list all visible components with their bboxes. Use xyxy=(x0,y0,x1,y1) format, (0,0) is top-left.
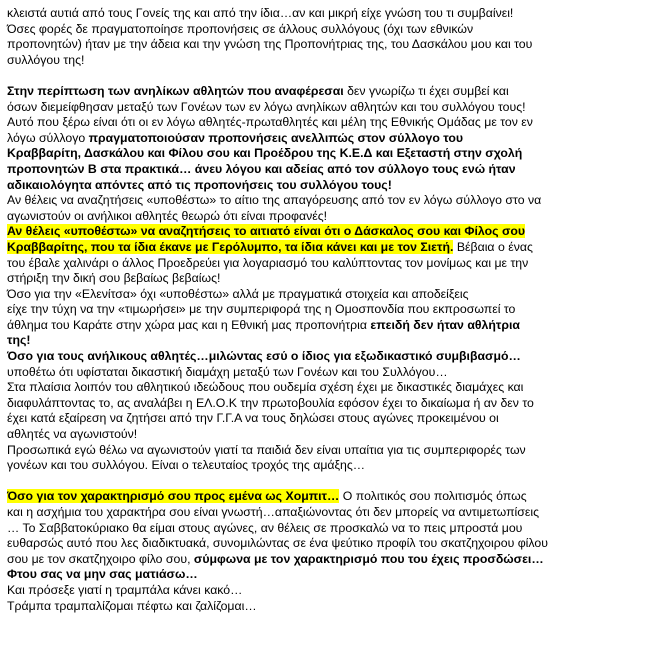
text-run: Ο πολιτικός σου πολιτισμός όπως xyxy=(339,489,527,504)
text-line xyxy=(7,22,649,38)
text-run: στήριξη την δική σου βεβαίως βεβαίως! xyxy=(7,271,221,286)
text-run: σου με τον σκατζηχοιρο φίλο σου, xyxy=(7,551,194,566)
text-line xyxy=(7,411,649,427)
highlighted-text: Κραββαρίτης, που τα ίδια έκανε με Γερόλυμπο, τα ίδια κάνει και με τον Σιετή. xyxy=(7,239,454,254)
text-line xyxy=(7,53,649,69)
text-line xyxy=(7,396,649,412)
text-run: είχε την τύχη να την «τιμωρήσει» με την συμπεριφορά της η Ομοσπονδία που εκπροσωπεί το xyxy=(7,302,516,317)
text-line xyxy=(7,162,649,178)
text-run: αθλητές να αγωνιστούν! xyxy=(7,427,138,442)
text-line xyxy=(7,536,649,552)
paragraph-gap xyxy=(7,68,649,84)
bold-text: αδικαιολόγητα απόντες από τις προπονήσεις του συλλόγου τους! xyxy=(7,177,392,192)
paragraph xyxy=(7,6,649,68)
text-line xyxy=(7,146,649,162)
text-line xyxy=(7,256,649,272)
text-line xyxy=(7,489,649,505)
text-line xyxy=(7,427,649,443)
text-line xyxy=(7,224,649,240)
text-run: αγωνιστούν οι ανήλικοι αθλητές θεωρώ ότι είναι προφανές! xyxy=(7,208,328,223)
bold-text: προπονητών Β στα πρακτικά… άνευ λόγου και αδείας από τον σύλλογο τους ενώ ήταν xyxy=(7,161,516,176)
text-line xyxy=(7,240,649,256)
text-line xyxy=(7,100,649,116)
text-line xyxy=(7,37,649,53)
highlighted-text: Όσο για τον χαρακτηρισμό σου προς εμένα ως Χομπιτ… xyxy=(7,489,340,504)
text-run: λόγω σύλλογο xyxy=(7,130,89,145)
text-line xyxy=(7,458,649,474)
bold-text: Κραββαρίτη, Δασκάλου και Φίλου σου και Προέδρου της Κ.Ε.Δ και Εξεταστή στην σχολή xyxy=(7,146,523,161)
text-run: Όσο για την «Ελενίτσα» όχι «υποθέστω» αλλά με πραγματικά στοιχεία και αποδείξεις xyxy=(7,286,469,301)
text-run: και η ασχήμια του χαρακτήρα σου είναι γνωστή…απαξιώνοντας ότι δεν μπορείς να αντιμετωπίσεις xyxy=(7,505,540,519)
text-run: δεν γνωρίζω τι έχει συμβεί και xyxy=(343,83,509,98)
text-line xyxy=(7,287,649,303)
text-run: Τράμπα τραμπαλίζομαι πέφτω και ζαλίζομαι… xyxy=(7,598,257,613)
text-run: Αυτό που ξέρω είναι ότι οι εν λόγω αθλητές-πρωταθλητές και μέλη της Εθνικής Ομάδας με τον εν xyxy=(7,115,533,130)
paragraph xyxy=(7,489,649,614)
highlighted-text: Αν θέλεις «υποθέστω» να αναζητήσεις το αιτιατό είναι ότι ο Δάσκαλος σου και Φίλος σου xyxy=(7,224,526,239)
text-line xyxy=(7,552,649,568)
text-run: κλειστά αυτιά από τους Γονείς της και από την ίδια…αν και μικρή είχε γνώση του τι συμβαίνει! xyxy=(7,6,514,20)
bold-text: σύμφωνα με τον χαρακτηρισμό που του έχεις προσδώσει… xyxy=(193,551,544,566)
text-run: έχει κατά εξαίρεση να ζητήσει από την Γ.Γ.Α να τους δηλώσει στους αγώνες προκειμένου οι xyxy=(7,411,499,426)
text-run: όσων διεμείφθησαν μεταξύ των Γονέων των εν λόγω ανηλίκων αθλητών και του συλλόγου τους! xyxy=(7,99,526,114)
text-run: Αν θέλεις να αναζητήσεις «υποθέστω» το αίτιο της απαγόρευσης από τον εν λόγω σύλλογο στο να xyxy=(7,193,542,208)
text-run: … Το Σαββατοκύριακο θα είμαι στους αγώνες, αν θέλεις σε προσκαλώ να το πεις μπροστά μου xyxy=(7,520,523,535)
bold-text: Όσο για τους ανήλικους αθλητές…μιλώντας εσύ ο ίδιος για εξωδικαστικό συμβιβασμό… xyxy=(7,349,521,364)
text-line xyxy=(7,583,649,599)
text-line xyxy=(7,178,649,194)
text-line xyxy=(7,131,649,147)
text-line xyxy=(7,380,649,396)
text-run: Βέβαια ο ένας xyxy=(453,239,533,254)
text-run: ευθαρσώς αυτό που λες διαδικτυακά, συνομιλώντας σε ένα ψεύτικο προφίλ του σκατζηχοιρου φίλου xyxy=(7,536,548,551)
text-run: του έβαλε χαλινάρι ο άλλος Προεδρεύει για λογαριασμό του καλύπτοντας τον μονίμως και με την xyxy=(7,255,529,270)
text-run: Στα πλαίσια λοιπόν του αθλητικού ιδεώδους που ουδεμία σχέση έχει με δικαστικές διαμάχες και xyxy=(7,380,524,395)
text-line xyxy=(7,365,649,381)
text-line xyxy=(7,84,649,100)
paragraph-gap xyxy=(7,474,649,490)
text-line xyxy=(7,302,649,318)
text-line xyxy=(7,349,649,365)
text-line xyxy=(7,115,649,131)
text-run: συλλόγου της! xyxy=(7,52,85,67)
paragraph xyxy=(7,84,649,474)
text-run: Όσες φορές δε πραγματοποίησε προπονήσεις σε άλλους συλλόγους (όχι των εθνικών xyxy=(7,21,474,36)
bold-text: της! xyxy=(7,333,31,348)
bold-text: πραγματοποιούσαν προπονήσεις ανελλιπώς στον σύλλογο του xyxy=(88,130,464,145)
text-run: γονέων και του συλλόγου. Είναι ο τελευταίος τροχός της αμάξης… xyxy=(7,458,366,473)
text-line xyxy=(7,271,649,287)
text-line xyxy=(7,567,649,583)
text-line xyxy=(7,333,649,349)
text-line xyxy=(7,6,649,22)
bold-text: Στην περίπτωση των ανηλίκων αθλητών που αναφέρεσαι xyxy=(7,83,344,98)
text-line xyxy=(7,521,649,537)
text-line xyxy=(7,209,649,225)
text-run: άθλημα του Καράτε στην χώρα μας και η Εθνική μας προπονήτρια xyxy=(7,317,371,332)
text-run: Προσωπικά εγώ θέλω να αγωνιστούν γιατί τα παιδιά δεν είναι υπαίτια για τις συμπεριφορές των xyxy=(7,442,526,457)
bold-text: Φτου σας να μην σας ματιάσω… xyxy=(7,567,198,582)
text-line xyxy=(7,599,649,615)
text-run: υποθέτω ότι υφίσταται δικαστική διαμάχη μεταξύ των Γονέων και του Συλλόγου… xyxy=(7,364,448,379)
text-line xyxy=(7,443,649,459)
text-line xyxy=(7,505,649,521)
text-run: προπονητών) ήταν με την άδεια και την γνώση της Προπονήτριας της, του Δασκάλου μου και του xyxy=(7,37,533,52)
text-run: διαφυλάπτοντας το, ας αναλάβει η ΕΛ.Ο.Κ την πρωτοβουλία εφόσον έχει το δικαίωμα ή αν δεν το xyxy=(7,395,534,410)
bold-text: επειδή δεν ήταν αθλήτρια xyxy=(370,317,520,332)
text-run: Και πρόσεξε γιατί η τραμπάλα κάνει κακό… xyxy=(7,582,243,597)
text-line xyxy=(7,193,649,209)
text-line xyxy=(7,318,649,334)
